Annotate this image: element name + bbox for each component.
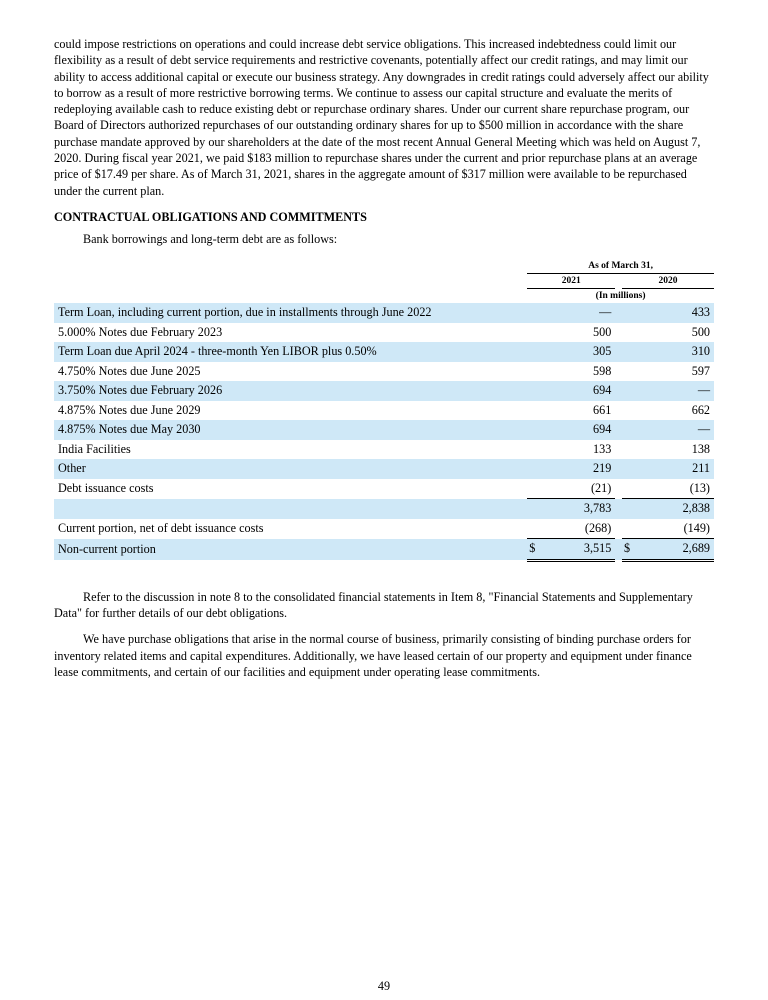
row-label: Debt issuance costs: [58, 481, 154, 496]
table-header-period: [54, 259, 714, 274]
currency-symbol: $: [624, 541, 631, 556]
row-label: 4.750% Notes due June 2025: [58, 363, 201, 378]
value-2020: 211: [622, 459, 714, 479]
non-current-2020: 2,689: [682, 541, 710, 556]
row-label: Term Loan due April 2024 - three-month Yen LIBOR plus 0.50%: [54, 342, 525, 362]
table-row: [54, 362, 714, 382]
non-current-2020-cell: [622, 539, 714, 561]
value-2021: 694: [527, 420, 615, 440]
table-row: [54, 479, 714, 499]
intro-paragraph: could impose restrictions on operations and could increase debt service obligations. This increased indebtedness could limit our flexibility as a result of debt service requirements and restrictive covenants, potentially affect our credit ratings, and may limit our ability to access additional capital or execute our business strategy. Any downgrades in credit ratings could adversely affect our ability to borrow as a result of more restrictive borrowing terms. We continue to assess our capital structure and evaluate the merits of redeploying available cash to reduce existing debt or repurchase ordinary shares. Under our current share repurchase program, our Board of Directors authorized repurchases of our outstanding ordinary shares for up to $500 million in accordance with the share purchase mandate approved by our shareholders at the date of the most recent Annual General Meeting which was held on August 7, 2020. During fiscal year 2021, we paid $183 million to repurchase shares under the current and prior repurchase plans at an average price of $17.49 per share. As of March 31, 2021, shares in the aggregate amount of $317 million were available to be repurchased under the current plan.: [54, 37, 709, 198]
current-2021: (268): [527, 519, 615, 539]
page-number: 49: [377, 979, 391, 993]
table-intro: Bank borrowings and long-term debt are as follows:: [83, 231, 338, 246]
currency-symbol: $: [529, 541, 536, 556]
value-2021: 305: [527, 342, 615, 362]
value-2021: 598: [593, 363, 612, 378]
subtotal-2021: 3,783: [527, 499, 615, 519]
row-label: 3.750% Notes due February 2026: [54, 381, 525, 401]
row-label: 4.875% Notes due May 2030: [54, 420, 525, 440]
obligations-paragraph: We have purchase obligations that arise in the normal course of business, primarily consisting of binding purchase orders for inventory related items and capital expenditures. Additionally, we have leased certain of our property and equipment under finance lease commitments, and certain of our facilities and equipment under operating lease commitments.: [54, 632, 692, 679]
value-2020: —: [622, 420, 714, 440]
table-header-units: [54, 289, 714, 304]
table-row: [54, 381, 714, 401]
value-2020: —: [622, 381, 714, 401]
current-2020: (149): [622, 519, 714, 539]
value-2020: 310: [622, 342, 714, 362]
year-header-2021: 2021: [527, 274, 615, 289]
table-row: [54, 342, 714, 362]
value-2021: 133: [593, 441, 612, 456]
row-label: Term Loan, including current portion, due in installments through June 2022: [54, 303, 525, 323]
value-2020: 138: [691, 441, 710, 456]
non-current-2021: 3,515: [583, 541, 612, 556]
value-2020: 433: [622, 303, 714, 323]
value-2020: 662: [691, 402, 710, 417]
value-2021: 694: [527, 381, 615, 401]
debt-table: [54, 259, 714, 562]
row-label: 5.000% Notes due February 2023: [58, 324, 223, 339]
current-portion-row: [54, 519, 714, 539]
table-row: [54, 323, 714, 343]
table-header-years: [54, 274, 714, 289]
year-header-2020: 2020: [622, 274, 714, 289]
subtotal-2020: 2,838: [622, 499, 714, 519]
value-2021: 661: [593, 402, 612, 417]
document-page: [54, 36, 714, 680]
table-row: [54, 420, 714, 440]
table-row: [54, 459, 714, 479]
table-row: [54, 440, 714, 460]
non-current-2021-cell: [527, 539, 615, 561]
row-label: [54, 499, 525, 519]
value-2021: —: [527, 303, 615, 323]
row-label: Other: [54, 459, 525, 479]
section-heading: CONTRACTUAL OBLIGATIONS AND COMMITMENTS: [54, 209, 367, 224]
value-2021: (21): [527, 479, 615, 499]
value-2021: 219: [527, 459, 615, 479]
value-2020: 597: [691, 363, 710, 378]
value-2020: 500: [691, 324, 710, 339]
row-label: India Facilities: [58, 441, 131, 456]
refer-paragraph: Refer to the discussion in note 8 to the consolidated financial statements in Item 8, "Financial Statements and Supplementary Data" for further details of our debt obligations.: [54, 589, 693, 621]
row-label: Current portion, net of debt issuance costs: [58, 521, 264, 536]
units-label: (In millions): [595, 291, 646, 302]
subtotal-row: [54, 499, 714, 519]
period-header: As of March 31,: [527, 259, 714, 274]
table-row: [54, 303, 714, 323]
value-2020: (13): [622, 479, 714, 499]
value-2021: 500: [593, 324, 612, 339]
table-row: [54, 401, 714, 421]
non-current-row: [54, 539, 714, 561]
row-label: 4.875% Notes due June 2029: [58, 402, 201, 417]
row-label: Non-current portion: [54, 539, 525, 561]
